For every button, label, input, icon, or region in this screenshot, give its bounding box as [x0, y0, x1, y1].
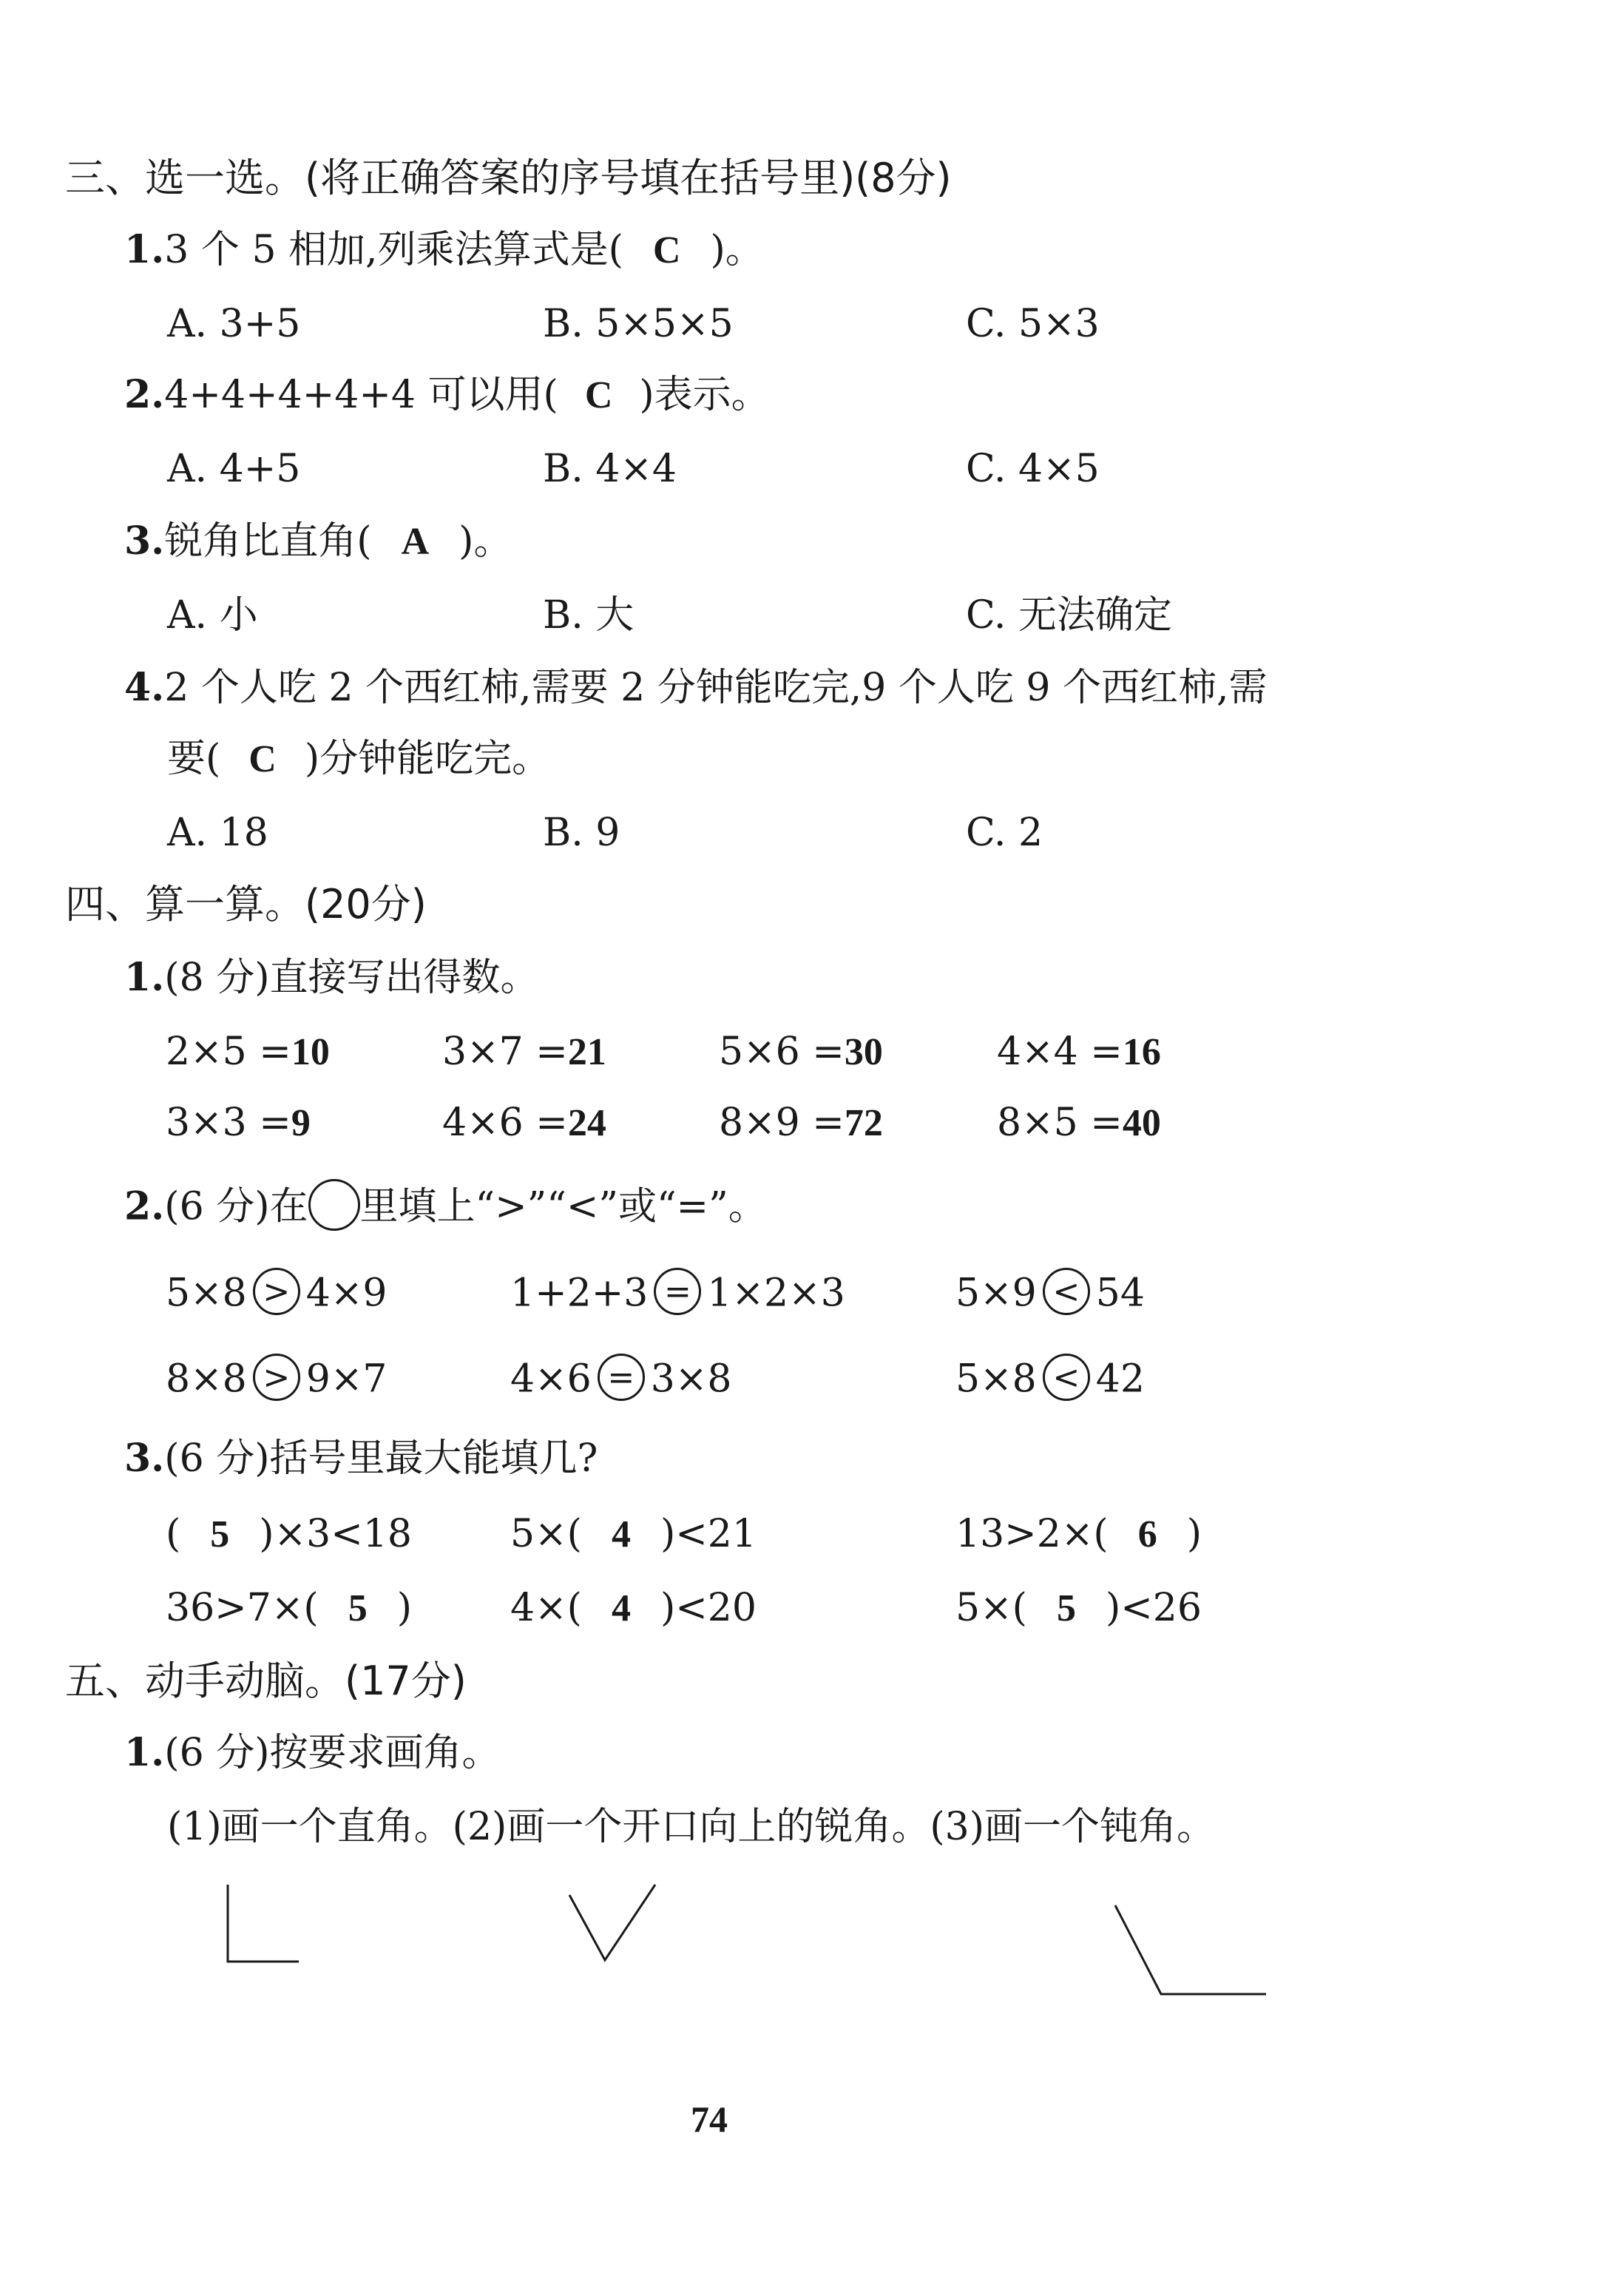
- question-text: 2 个人吃 2 个西红柿,需要 2 分钟能吃完,9 个人吃 9 个西红柿,需: [164, 666, 1268, 710]
- option-b: B. 4×4: [543, 447, 677, 491]
- option-c: C. 4×5: [966, 447, 1100, 491]
- question-text: (6 分)括号里最大能填几?: [164, 1436, 598, 1481]
- question-number: 2.: [124, 372, 165, 417]
- circled-symbol: =: [654, 1268, 701, 1315]
- fill-item: 36>7×( 5 ): [166, 1586, 412, 1630]
- question-text: 要(: [167, 737, 221, 781]
- section-4-heading: 四、算一算。(20分): [65, 881, 427, 928]
- calc-item: 5×6 =30: [719, 1030, 883, 1074]
- option-b: B. 大: [543, 593, 635, 638]
- calc-item: 3×3 =9: [166, 1101, 311, 1145]
- question-text: (6 分)按要求画角。: [164, 1731, 501, 1775]
- circled-symbol: >: [253, 1354, 300, 1401]
- fill-item: 5×( 4 )<21: [510, 1512, 757, 1556]
- option-a: A. 4+5: [167, 447, 301, 491]
- question-number: 2.: [124, 1183, 165, 1229]
- answer: A: [401, 521, 430, 563]
- question-number: 4.: [124, 665, 165, 710]
- question-number: 3.: [124, 518, 165, 564]
- fill-item: 5×( 5 )<26: [955, 1586, 1202, 1630]
- question-number: 1.: [124, 1730, 165, 1775]
- answer: C: [248, 738, 277, 780]
- right-angle-drawing: [228, 1885, 299, 1962]
- obtuse-angle-drawing: [1115, 1905, 1266, 1994]
- circled-symbol: <: [1043, 1268, 1090, 1315]
- compare-item: 5×8 < 42: [955, 1358, 1145, 1405]
- option-c: C. 5×3: [966, 302, 1100, 346]
- calc-item: 2×5 =10: [166, 1030, 330, 1074]
- compare-item: 8×8 > 9×7: [166, 1358, 388, 1405]
- question-number: 1.: [124, 227, 165, 272]
- question-text: 4+4+4+4+4 可以用(: [164, 373, 558, 417]
- question-text: (6 分)在: [164, 1184, 308, 1229]
- question-text-end: )分钟能吃完。: [304, 737, 551, 781]
- option-a: A. 小: [167, 593, 258, 638]
- calc-item: 8×9 =72: [719, 1101, 883, 1145]
- calc-item: 8×5 =40: [997, 1101, 1161, 1145]
- answer: C: [584, 374, 613, 416]
- question-text: 锐角比直角(: [164, 519, 372, 564]
- question-number: 3.: [124, 1436, 165, 1481]
- option-c: C. 2: [966, 811, 1043, 855]
- answer: C: [652, 229, 681, 271]
- page-number: 74: [691, 2098, 728, 2140]
- circled-symbol: >: [253, 1268, 300, 1315]
- drawing-tasks: (1)画一个直角。(2)画一个开口向上的锐角。(3)画一个钝角。: [167, 1805, 1215, 1849]
- fill-item: 4×( 4 )<20: [510, 1586, 757, 1630]
- question-text: (8 分)直接写出得数。: [164, 956, 539, 1000]
- question-text-end: )。: [710, 228, 764, 272]
- question-number: 1.: [124, 955, 165, 1000]
- fill-item: ( 5 )×3<18: [166, 1512, 412, 1556]
- section-5-heading: 五、动手动脑。(17分): [65, 1658, 467, 1704]
- calc-item: 3×7 =21: [442, 1030, 606, 1074]
- option-a: A. 3+5: [167, 302, 301, 346]
- compare-item: 5×9 < 54: [955, 1272, 1145, 1320]
- fill-item: 13>2×( 6 ): [955, 1512, 1202, 1556]
- acute-angle-drawing: [569, 1885, 655, 1960]
- section-3-heading: 三、选一选。(将正确答案的序号填在括号里)(8分): [65, 155, 952, 201]
- circled-symbol: =: [598, 1354, 645, 1401]
- circled-symbol: <: [1043, 1354, 1090, 1401]
- option-b: B. 9: [543, 811, 620, 855]
- question-text-end: )。: [459, 519, 512, 564]
- calc-item: 4×4 =16: [997, 1030, 1161, 1074]
- question-text: 3 个 5 相加,列乘法算式是(: [164, 228, 623, 272]
- question-text-end: )表示。: [639, 373, 770, 417]
- option-a: A. 18: [167, 811, 268, 855]
- compare-item: 4×6 = 3×8: [510, 1358, 732, 1405]
- calc-item: 4×6 =24: [442, 1101, 606, 1145]
- question-text-end: 里填上“>”“<”或“=”。: [359, 1184, 767, 1229]
- option-b: B. 5×5×5: [543, 302, 734, 346]
- option-c: C. 无法确定: [966, 593, 1172, 638]
- compare-item: 5×8 > 4×9: [166, 1272, 388, 1320]
- compare-item: 1+2+3 = 1×2×3: [510, 1272, 845, 1320]
